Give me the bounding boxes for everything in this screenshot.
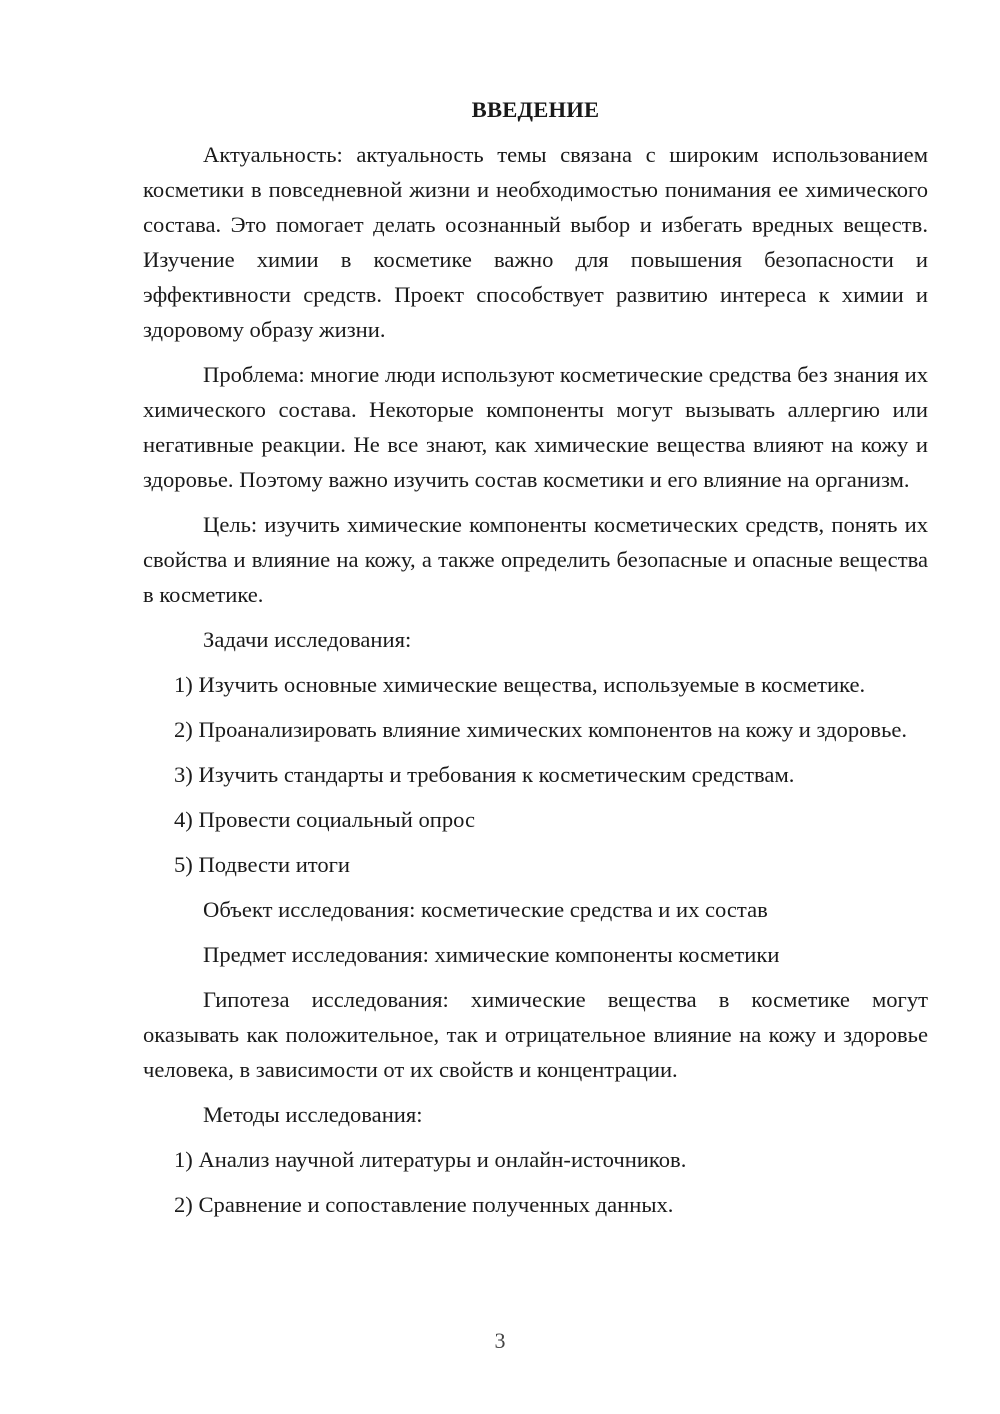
page-number: 3 [494, 1328, 506, 1353]
task-item: 2) Проанализировать влияние химических компонентов на кожу и здоровье. [174, 717, 908, 742]
task-item: 5) Подвести итоги [174, 852, 351, 877]
tasks-heading: Задачи исследования: [203, 627, 412, 652]
task-item: 1) Изучить основные химические вещества, используемые в косметике. [174, 672, 866, 697]
problem-paragraph: Проблема: многие люди используют косметические средства без знания их химического состава. Некоторые компоненты могут вызывать аллергию или негативные реакции. Не все знают, как химические вещества влияют на кожу и здоровье. Поэтому важно изучить состав косметики и его влияние на организм. [143, 362, 928, 492]
methods-heading: Методы исследования: [203, 1102, 423, 1127]
relevance-paragraph: Актуальность: актуальность темы связана с широким использованием косметики в повседневной жизни и необходимостью понимания ее химического состава. Это помогает делать осознанный выбор и избегать вредных веществ. Изучение химии в косметике важно для повышения безопасности и эффективности средств. Проект способствует развитию интереса к химии и здоровому образу жизни. [143, 142, 928, 342]
section-title: ВВЕДЕНИЕ [471, 97, 600, 122]
task-item: 3) Изучить стандарты и требования к косметическим средствам. [174, 762, 795, 787]
method-item: 2) Сравнение и сопоставление полученных данных. [174, 1192, 674, 1217]
document-page [143, 92, 928, 1232]
method-item: 1) Анализ научной литературы и онлайн-источников. [174, 1147, 687, 1172]
goal-paragraph: Цель: изучить химические компоненты косметических средств, понять их свойства и влияние на кожу, а также определить безопасные и опасные вещества в косметике. [143, 512, 928, 607]
hypothesis-paragraph: Гипотеза исследования: химические вещества в косметике могут оказывать как положительное, так и отрицательное влияние на кожу и здоровье человека, в зависимости от их свойств и концентрации. [143, 987, 928, 1082]
task-item: 4) Провести социальный опрос [174, 807, 476, 832]
research-object: Объект исследования: косметические средства и их состав [203, 897, 768, 922]
research-subject: Предмет исследования: химические компоненты косметики [203, 942, 780, 967]
